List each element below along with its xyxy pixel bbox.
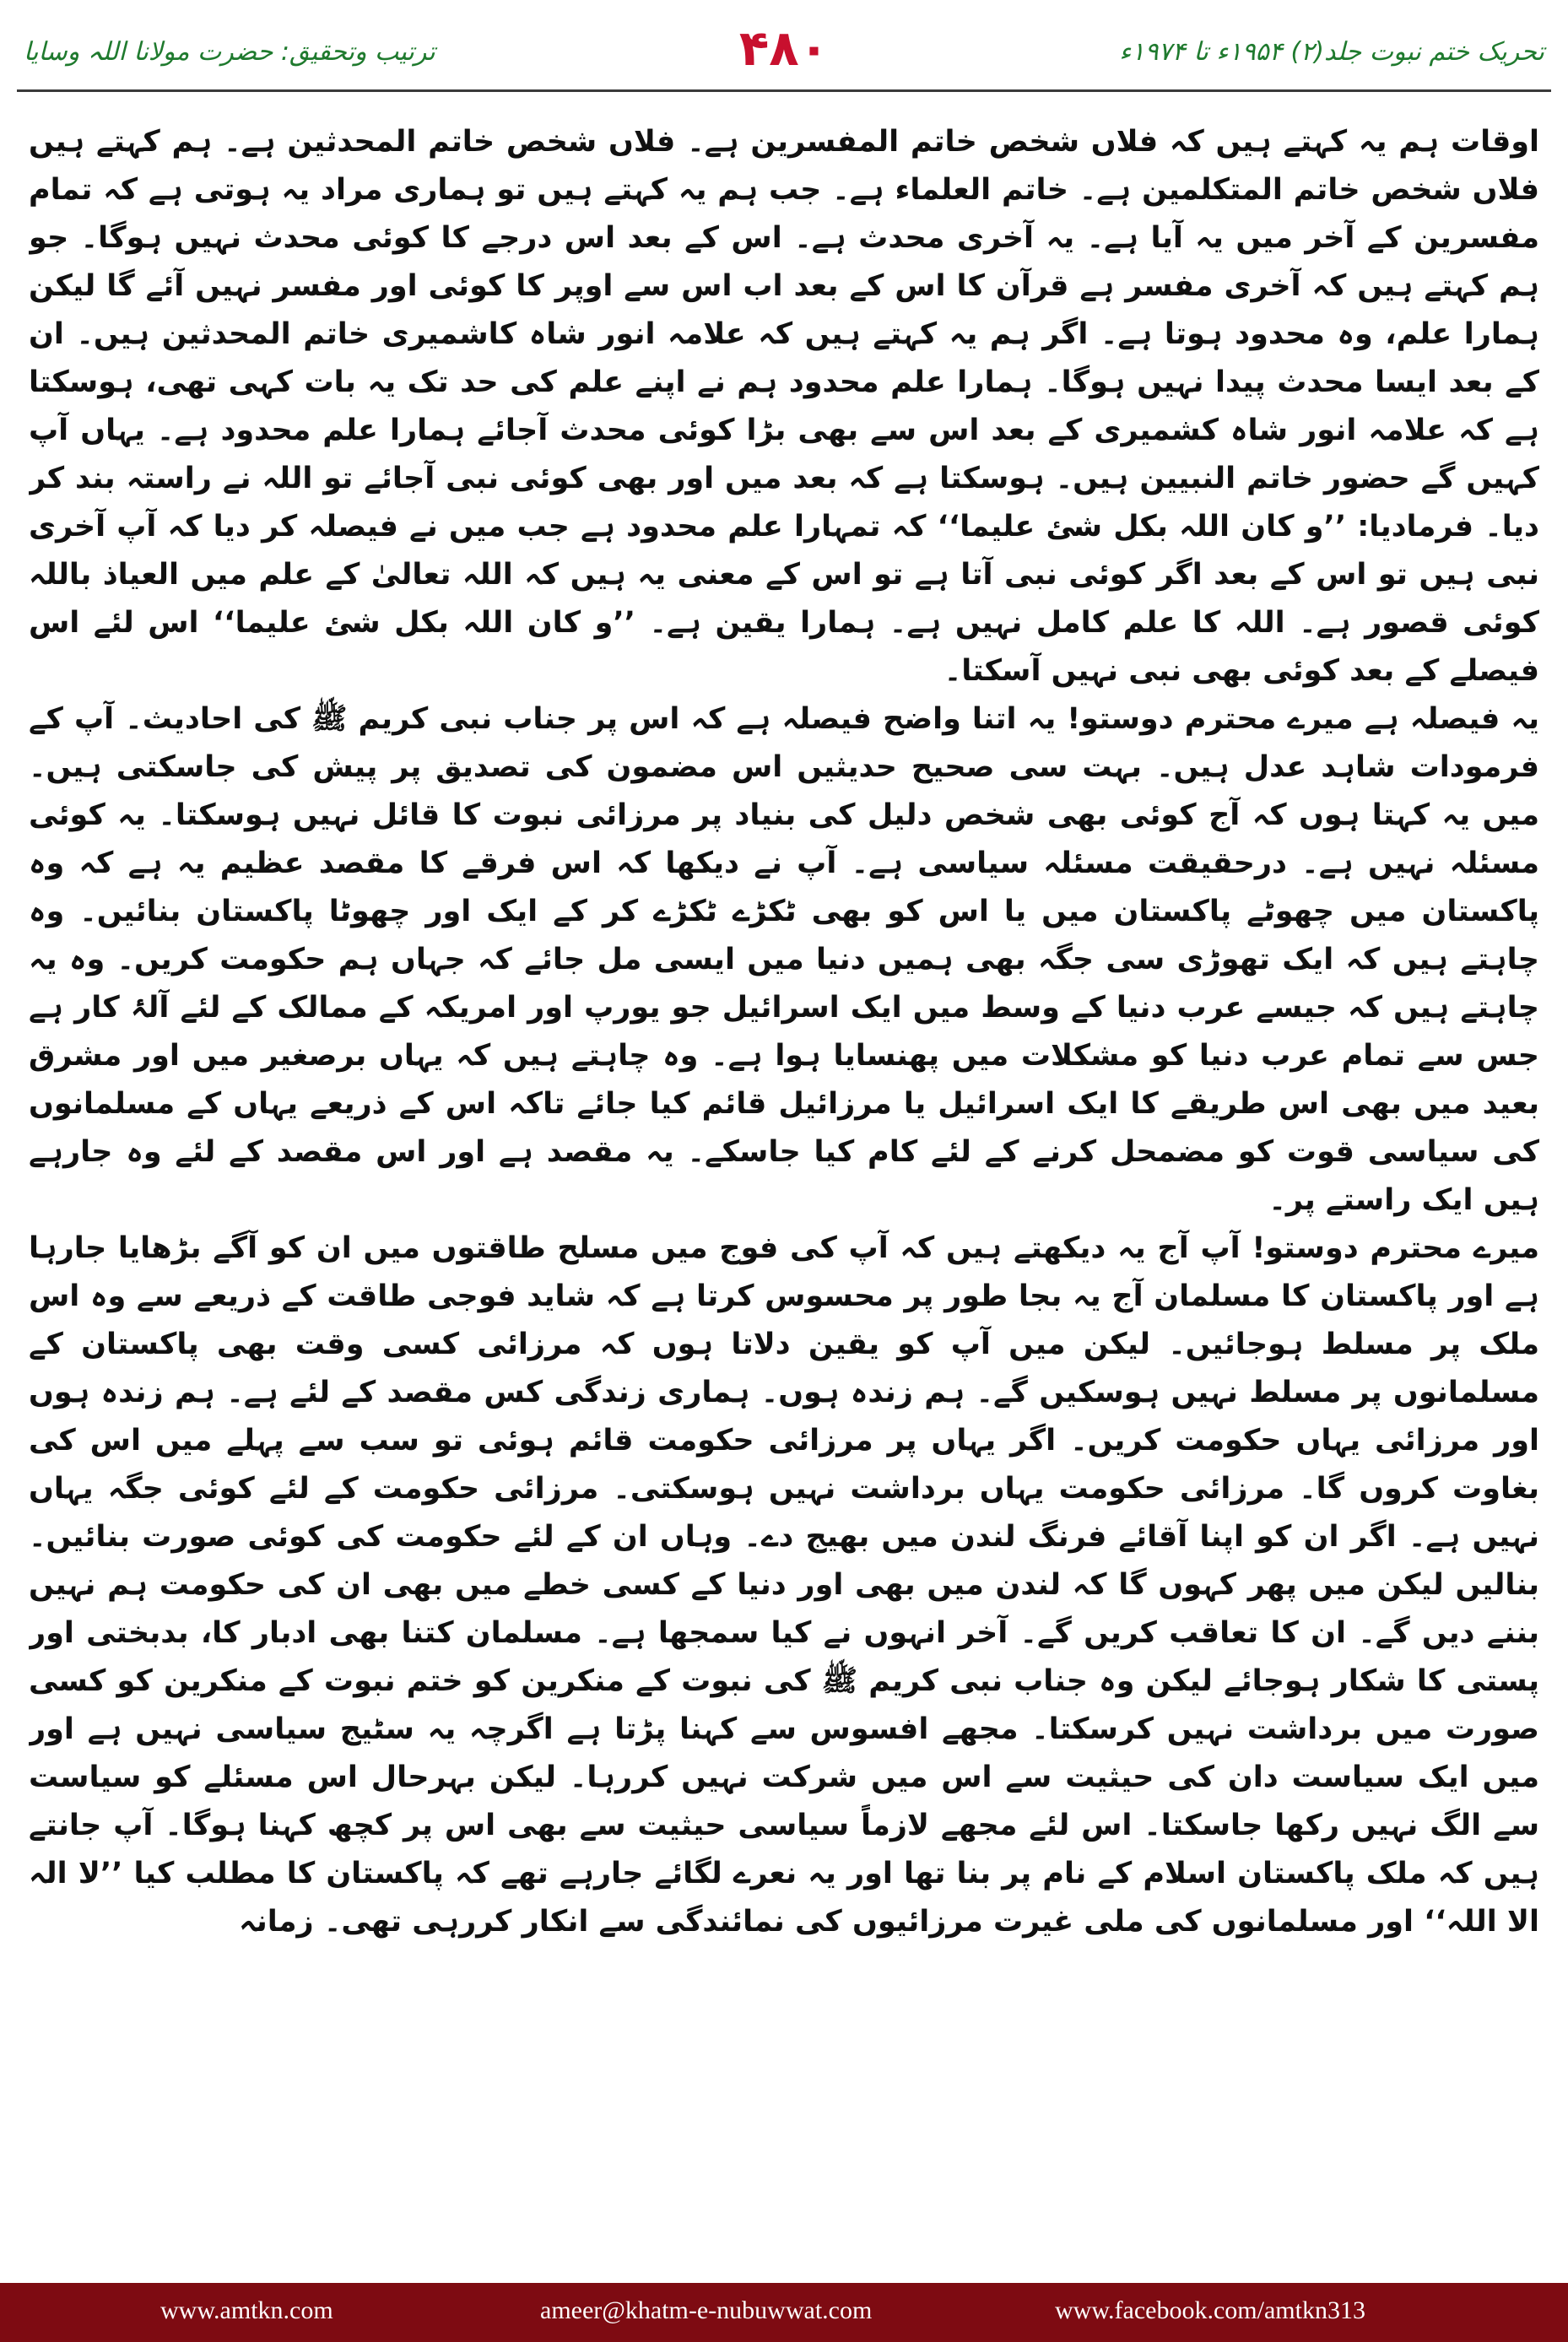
page-header <box>0 0 1568 108</box>
page-footer <box>0 2283 1568 2342</box>
book-title: تحریک ختم نبوت جلد(۲) ۱۹۵۴ء تا ۱۹۷۴ء <box>1119 37 1544 67</box>
body-paragraph-3: میرے محترم دوستو! آپ آج یہ دیکھتے ہیں کہ آپ کی فوج میں مسلح طاقتوں میں ان کو آگے بڑھایا جارہا ہے اور پاکستان کا مسلمان آج یہ بجا طور پر محسوس کرتا ہے کہ شاید فوجی طاقت کے ذریعے سے وہ اس ملک پر مسلط ہوجائیں۔ لیکن میں آپ کو یقین دلاتا ہوں کہ مرزائی کسی وقت بھی پاکستان کے مسلمانوں پر مسلط نہیں ہوسکیں گے۔ ہم زندہ ہوں۔ ہماری زندگی کس مقصد کے لئے ہے۔ ہم زندہ ہوں اور مرزائی یہاں حکومت کریں۔ اگر یہاں پر مرزائی حکومت قائم ہوئی تو سب سے پہلے میں اس کی بغاوت کروں گا۔ مرزائی حکومت یہاں برداشت نہیں ہوسکتی۔ مرزائی حکومت کے لئے کوئی جگہ یہاں نہیں ہے۔ اگر ان کو اپنا آقائے فرنگ لندن میں بھیج دے۔ وہاں ان کے لئے حکومت کی کوئی صورت بنائیں۔ بنالیں لیکن میں پھر کہوں گا کہ لندن میں بھی اور دنیا کے کسی خطے میں بھی ان کی حکومت ہم نہیں بننے دیں گے۔ ان کا تعاقب کریں گے۔ آخر انہوں نے کیا سمجھا ہے۔ مسلمان کتنا بھی ادبار کا، بدبختی اور پستی کا شکار ہوجائے لیکن وہ جناب نبی کریم ﷺ کی نبوت کے منکرین کو ختم نبوت کے منکرین کو کسی صورت میں برداشت نہیں کرسکتا۔ مجھے افسوس سے کہنا پڑتا ہے اگرچہ یہ سٹیج سیاسی نہیں ہے اور میں ایک سیاست دان کی حیثیت سے اس میں شرکت نہیں کررہا۔ لیکن بہرحال اس مسئلے کو سیاست سے الگ نہیں رکھا جاسکتا۔ اس لئے مجھے لازماً سیاسی حیثیت سے بھی اس پر کچھ کہنا ہوگا۔ آپ جانتے ہیں کہ ملک پاکستان اسلام کے نام پر بنا تھا اور یہ نعرے لگائے جارہے تھے کہ پاکستان کا مطلب کیا ’’لا الہ الا اللہ‘‘ اور مسلمانوں کی ملی غیرت مرزائیوں کی نمائندگی سے انکار کررہی تھی۔ زمانہ <box>29 1231 1539 1939</box>
website-link[interactable]: www.amtkn.com <box>160 2296 333 2324</box>
page-body <box>29 118 1539 2228</box>
email-link[interactable]: ameer@khatm-e-nubuwwat.com <box>540 2296 873 2324</box>
compiler-credit: ترتیب وتحقیق: حضرت مولانا اللہ وسایا <box>24 37 435 67</box>
facebook-link[interactable]: www.facebook.com/amtkn313 <box>1055 2296 1365 2324</box>
page-number: ۴۸۰ <box>738 19 830 77</box>
body-paragraph-2: یہ فیصلہ ہے میرے محترم دوستو! یہ اتنا واضح فیصلہ ہے کہ اس پر جناب نبی کریم ﷺ کی احادیث۔ آپ کے فرمودات شاہد عدل ہیں۔ بہت سی صحیح حدیثیں اس مضمون کی تصدیق پر پیش کی جاسکتی ہیں۔ میں یہ کہتا ہوں کہ آج کوئی بھی شخص دلیل کی بنیاد پر مرزائی نبوت کا قائل نہیں ہوسکتا۔ یہ کوئی مسئلہ نہیں ہے۔ درحقیقت مسئلہ سیاسی ہے۔ آپ نے دیکھا کہ اس فرقے کا مقصد عظیم یہ ہے کہ وہ پاکستان میں چھوٹے پاکستان میں یا اس کو بھی ٹکڑے ٹکڑے کر کے ایک اور چھوٹا پاکستان بنائیں۔ وہ چاہتے ہیں کہ ایک تھوڑی سی جگہ بھی ہمیں دنیا میں ایسی مل جائے کہ جہاں ہم حکومت کریں۔ وہ یہ چاہتے ہیں کہ جیسے عرب دنیا کے وسط میں ایک اسرائیل جو یورپ اور امریکہ کے ممالک کے لئے آلۂ کار ہے جس سے تمام عرب دنیا کو مشکلات میں پھنسایا ہوا ہے۔ وہ چاہتے ہیں کہ یہاں برصغیر میں اور مشرق بعید میں بھی اس طریقے کا ایک اسرائیل یا مرزائیل قائم کیا جائے تاکہ اس کے ذریعے یہاں کے مسلمانوں کی سیاسی قوت کو مضمحل کرنے کے لئے کام کیا جاسکے۔ یہ مقصد ہے اور اس مقصد کے لئے وہ جارہے ہیں ایک راستے پر۔ <box>29 702 1539 1217</box>
body-paragraph-1: اوقات ہم یہ کہتے ہیں کہ فلاں شخص خاتم المفسرین ہے۔ فلاں شخص خاتم المحدثین ہے۔ ہم کہتے ہیں فلاں شخص خاتم المتکلمین ہے۔ خاتم العلماء ہے۔ جب ہم یہ کہتے ہیں تو ہماری مراد یہ ہوتی ہے کہ تمام مفسرین کے آخر میں یہ آیا ہے۔ یہ آخری محدث ہے۔ اس کے بعد اس درجے کا کوئی محدث نہیں ہوگا۔ جو ہم کہتے ہیں کہ آخری مفسر ہے قرآن کا اس کے بعد اب اس سے اوپر کا کوئی اور مفسر نہیں آئے گا لیکن ہمارا علم، وہ محدود ہوتا ہے۔ اگر ہم یہ کہتے ہیں کہ علامہ انور شاہ کاشمیری خاتم المحدثین ہیں۔ ان کے بعد ایسا محدث پیدا نہیں ہوگا۔ ہمارا علم محدود ہم نے اپنے علم کی حد تک یہ بات کہی تھی، ہوسکتا ہے کہ علامہ انور شاہ کشمیری کے بعد اس سے بھی بڑا کوئی محدث آجائے ہمارا علم محدود ہے۔ یہاں آپ کہیں گے حضور خاتم النبیین ہیں۔ ہوسکتا ہے کہ بعد میں اور بھی کوئی نبی آجائے تو اللہ نے راستہ بند کر دیا۔ فرمادیا: ’’و کان اللہ بکل شئ علیما‘‘ کہ تمہارا علم محدود ہے جب میں نے فیصلہ کر دیا کہ آپ آخری نبی ہیں تو اس کے بعد اگر کوئی نبی آتا ہے تو اس کے معنی یہ ہیں کہ اللہ تعالیٰ کے علم میں العیاذ باللہ کوئی قصور ہے۔ اللہ کا علم کامل نہیں ہے۔ ہمارا یقین ہے۔ ’’و کان اللہ بکل شئ علیما‘‘ اس لئے اس فیصلے کے بعد کوئی بھی نبی نہیں آسکتا۔ <box>29 125 1539 688</box>
header-divider <box>17 89 1551 92</box>
